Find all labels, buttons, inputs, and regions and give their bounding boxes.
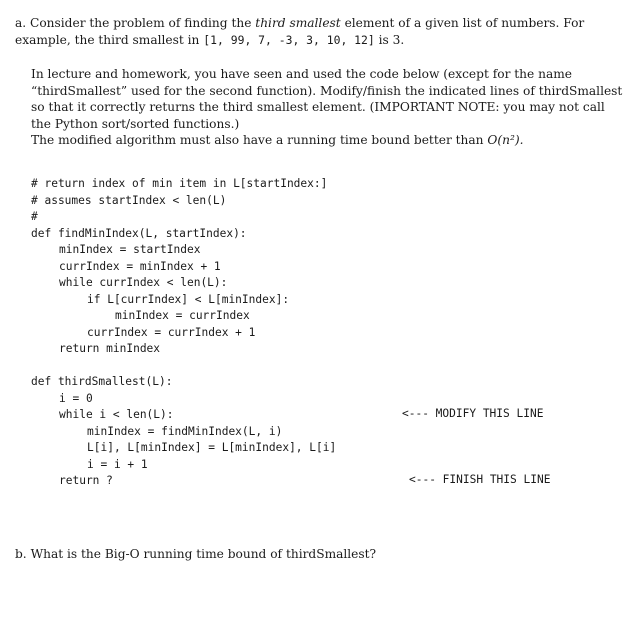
code-line: return minIndex [59,342,161,356]
code-line-finish-target: return ? [59,474,113,488]
code-line: minIndex = currIndex [115,309,250,323]
code-line: currIndex = currIndex + 1 [87,325,256,339]
intro-text-after: element of a given list of numbers. For example, the third smallest in [15,16,585,47]
finish-line-note: <--- FINISH THIS LINE [409,473,551,486]
code-line: currIndex = minIndex + 1 [59,259,221,273]
part-a-intro [15,15,625,48]
part-b-question [15,546,625,563]
code-line: L[i], L[minIndex] = L[minIndex], L[i] [87,441,337,455]
code-line: # return index of min item in L[startIndex:] [31,177,328,190]
code-line: i = i + 1 [87,457,148,471]
intro-text-before: Consider the problem of finding the [30,16,252,30]
bound-paragraph [15,132,625,149]
code-line: minIndex = findMinIndex(L, i) [87,424,283,438]
code-line: # assumes startIndex < len(L) [31,193,227,207]
intro-emphasis: third smallest [255,16,341,30]
code-line: def thirdSmallest(L): [31,375,173,388]
code-line: def findMinIndex(L, startIndex): [31,226,247,240]
instructions-paragraph [15,66,625,132]
bound-text: The modified algorithm must also have a running time bound better than [31,133,484,147]
example-result: is 3. [378,32,405,47]
code-line: while currIndex < len(L): [59,276,228,290]
instructions-text: In lecture and homework, you have seen and used the code below (except for the name “thirdSmallest” used for the second function). Modify/finish the indicated lines of thirdSmallest so that it correctly returns the third smallest element. (IMPORTANT NOTE: you may not call the Python sort/sorted functions.) [31,67,623,131]
modify-line-note: <--- MODIFY THIS LINE [402,407,544,420]
part-a-marker: a. [15,16,27,30]
part-b-text: What is the Big-O running time bound of thirdSmallest? [30,547,377,561]
part-b-marker: b. [15,547,27,561]
example-list: [1, 99, 7, -3, 3, 10, 12] [203,32,375,47]
code-block-findminindex [31,176,327,358]
code-block-thirdsmallest [31,374,336,490]
code-line: if L[currIndex] < L[minIndex]: [87,292,290,306]
code-line: i = 0 [59,391,93,405]
code-line: # [31,210,38,224]
bound-expression: O(n²). [487,133,524,147]
code-line-modify-target: while i < len(L): [59,408,174,422]
code-line: minIndex = startIndex [59,243,201,257]
